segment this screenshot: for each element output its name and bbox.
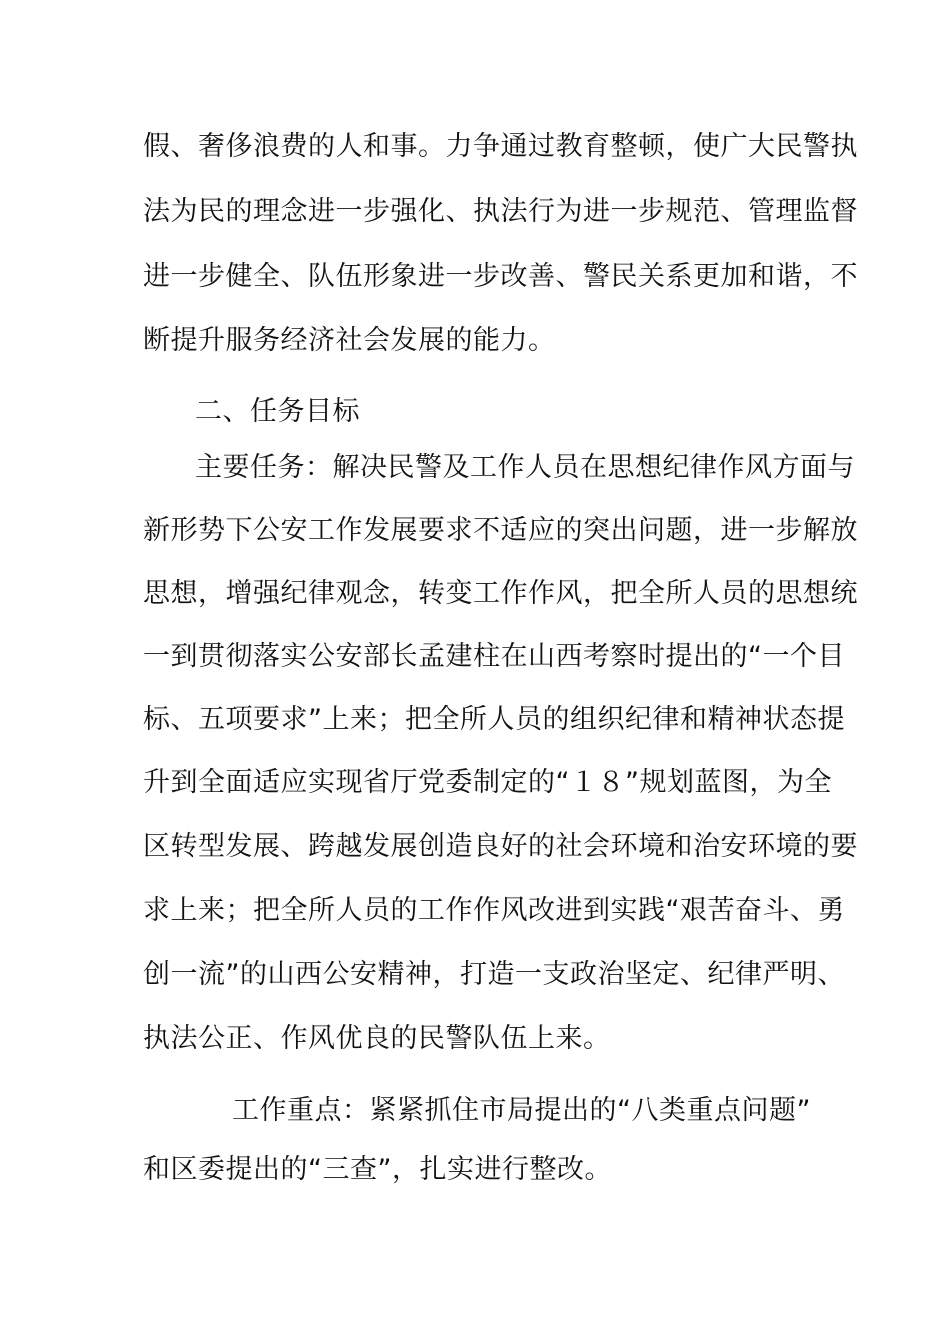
paragraph-line: 标、五项要求”上来；把全所人员的组织纪律和精神状态提 <box>143 704 845 735</box>
paragraph-line: 新形势下公安工作发展要求不适应的突出问题，进一步解放 <box>143 515 858 546</box>
paragraph-line: 一到贯彻落实公安部长孟建柱在山西考察时提出的“一个目 <box>143 641 845 672</box>
paragraph-line: 升到全面适应实现省厅党委制定的“１８”规划蓝图，为全 <box>143 767 832 798</box>
paragraph-line: 求上来；把全所人员的工作作风改进到实践“艰苦奋斗、勇 <box>143 895 845 926</box>
paragraph-line: 区转型发展、跨越发展创造良好的社会环境和治安环境的要 <box>143 831 858 862</box>
paragraph-line: 法为民的理念进一步强化、执法行为进一步规范、管理监督 <box>143 196 858 227</box>
paragraph-line: 创一流”的山西公安精神，打造一支政治坚定、纪律严明、 <box>143 959 845 990</box>
paragraph-line: 执法公正、作风优良的民警队伍上来。 <box>143 1023 611 1054</box>
paragraph-line: 主要任务：解决民警及工作人员在思想纪律作风方面与 <box>195 452 855 483</box>
paragraph-line: 断提升服务经济社会发展的能力。 <box>143 325 556 356</box>
section-heading: 二、任务目标 <box>195 396 360 427</box>
paragraph-line: 工作重点：紧紧抓住市局提出的“八类重点问题” <box>232 1095 811 1126</box>
paragraph-line: 假、奢侈浪费的人和事。力争通过教育整顿，使广大民警执 <box>143 131 858 162</box>
paragraph-line: 和区委提出的“三查”，扎实进行整改。 <box>143 1154 612 1185</box>
paragraph-line: 进一步健全、队伍形象进一步改善、警民关系更加和谐，不 <box>143 261 858 292</box>
paragraph-line: 思想，增强纪律观念，转变工作作风，把全所人员的思想统 <box>143 578 858 609</box>
